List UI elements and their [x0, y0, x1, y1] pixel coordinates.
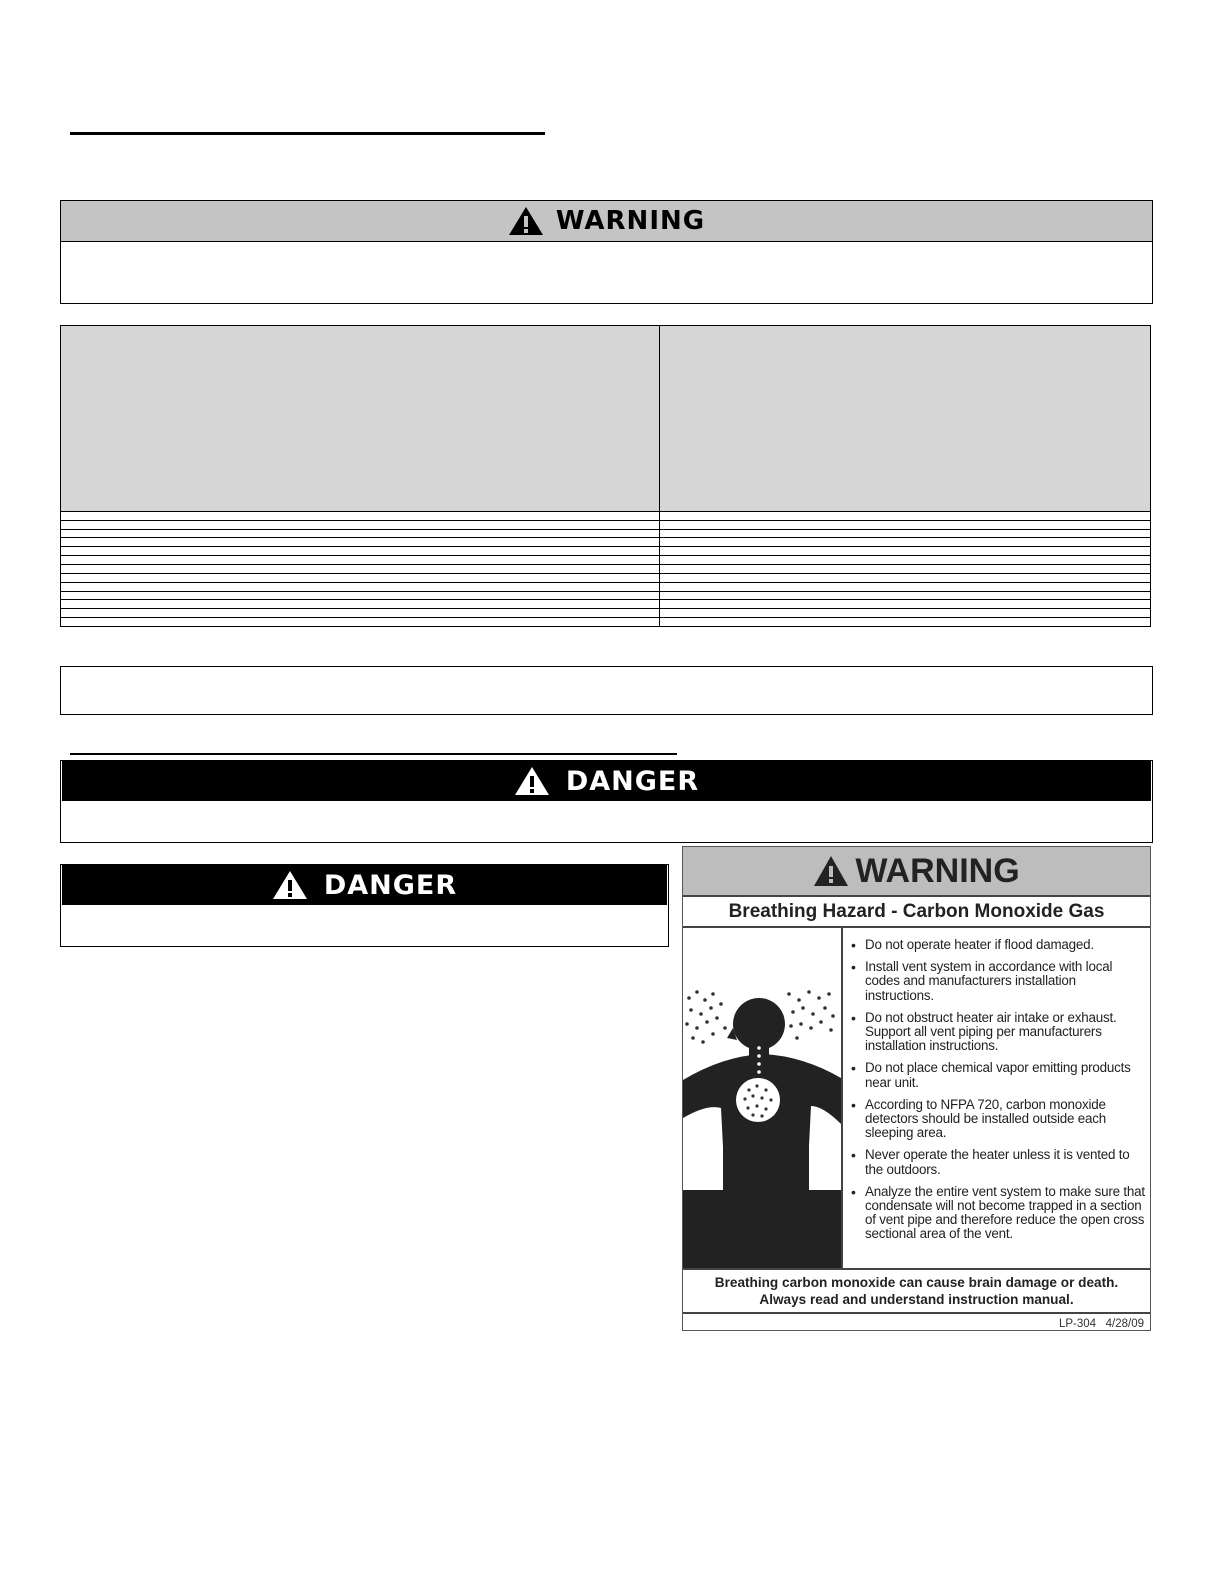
table-cell-right	[660, 618, 1151, 627]
table-cell-left	[61, 573, 660, 582]
note-box	[60, 666, 1153, 715]
table-row	[61, 511, 1151, 520]
table-cell-left	[61, 547, 660, 556]
danger-header	[62, 761, 1151, 801]
table-row	[61, 582, 1151, 591]
section-heading-underline-2	[70, 753, 677, 755]
danger-header	[62, 865, 667, 905]
hazard-bullet: • Install vent system in accordance with local codes and manufacturers installation instructions.	[851, 960, 1146, 1003]
hazard-bullet: • Do not place chemical vapor emitting products near unit.	[851, 1061, 1146, 1089]
danger-triangle-icon	[272, 870, 308, 900]
table-cell-left	[61, 609, 660, 618]
table-cell-left	[61, 564, 660, 573]
table-row	[61, 538, 1151, 547]
hazard-bullet: • Never operate the heater unless it is vented to the outdoors.	[851, 1148, 1146, 1176]
table-cell-left	[61, 529, 660, 538]
table-row	[61, 573, 1151, 582]
table-row	[61, 520, 1151, 529]
table-cell-right	[660, 547, 1151, 556]
warning-triangle-icon	[813, 855, 849, 887]
label-subheading: Breathing Hazard - Carbon Monoxide Gas	[683, 897, 1150, 928]
table-row	[61, 547, 1151, 556]
table-cell-right	[660, 538, 1151, 547]
table-row	[61, 556, 1151, 565]
table-cell-right	[660, 573, 1151, 582]
label-footer-line2: Always read and understand instruction manual.	[759, 1292, 1074, 1307]
table-cell-right	[660, 556, 1151, 565]
label-header	[683, 847, 1150, 897]
table-cell-left	[61, 556, 660, 565]
table-row	[61, 600, 1151, 609]
table-row	[61, 618, 1151, 627]
table-row	[61, 609, 1151, 618]
table-cell-right	[660, 564, 1151, 573]
table-row	[61, 529, 1151, 538]
danger-triangle-icon	[514, 766, 550, 796]
table-cell-left	[61, 520, 660, 529]
spec-table	[60, 325, 1151, 627]
danger-box-narrow	[60, 864, 669, 947]
table-cell-right	[660, 582, 1151, 591]
table-cell-right	[660, 529, 1151, 538]
table-cell-right	[660, 520, 1151, 529]
hazard-bullet: • Analyze the entire vent system to make sure that condensate will not become trapped in a section of vent pipe and therefore reduce the open cross sectional area of the vent.	[851, 1185, 1146, 1242]
table-row	[61, 591, 1151, 600]
warning-triangle-icon	[508, 206, 544, 236]
table-cell-left	[61, 618, 660, 627]
table-header-row	[61, 326, 1151, 512]
hazard-bullet-list	[851, 938, 1146, 1242]
table-cell-right	[660, 609, 1151, 618]
table-cell-left	[61, 538, 660, 547]
table-cell-left	[61, 582, 660, 591]
label-code: LP-304 4/28/09	[1058, 1318, 1144, 1330]
hazard-bullet: • According to NFPA 720, carbon monoxide detectors should be installed outside each sleeping area.	[851, 1098, 1146, 1141]
co-warning-label	[682, 846, 1151, 1331]
table-cell-right	[660, 591, 1151, 600]
danger-box-wide	[60, 760, 1153, 843]
section-heading-underline	[70, 132, 545, 135]
warning-header	[61, 201, 1152, 242]
table-cell-right	[660, 600, 1151, 609]
table-cell-left	[61, 511, 660, 520]
hazard-bullet: • Do not obstruct heater air intake or exhaust. Support all vent piping per manufacturers installation instructions.	[851, 1011, 1146, 1054]
label-heading: WARNING	[855, 851, 1020, 890]
table-cell-left	[61, 600, 660, 609]
warning-heading: WARNING	[555, 206, 706, 236]
table-row	[61, 564, 1151, 573]
table-cell-right	[660, 511, 1151, 520]
danger-heading: DANGER	[323, 869, 458, 901]
label-footer-line1: Breathing carbon monoxide can cause brain damage or death.	[714, 1275, 1119, 1290]
hazard-bullet: • Do not operate heater if flood damaged.	[851, 938, 1146, 952]
label-footer	[683, 1270, 1150, 1314]
breathing-hazard-pictogram	[683, 928, 843, 1268]
warning-box	[60, 200, 1153, 304]
danger-heading: DANGER	[565, 765, 700, 797]
table-cell-left	[61, 591, 660, 600]
